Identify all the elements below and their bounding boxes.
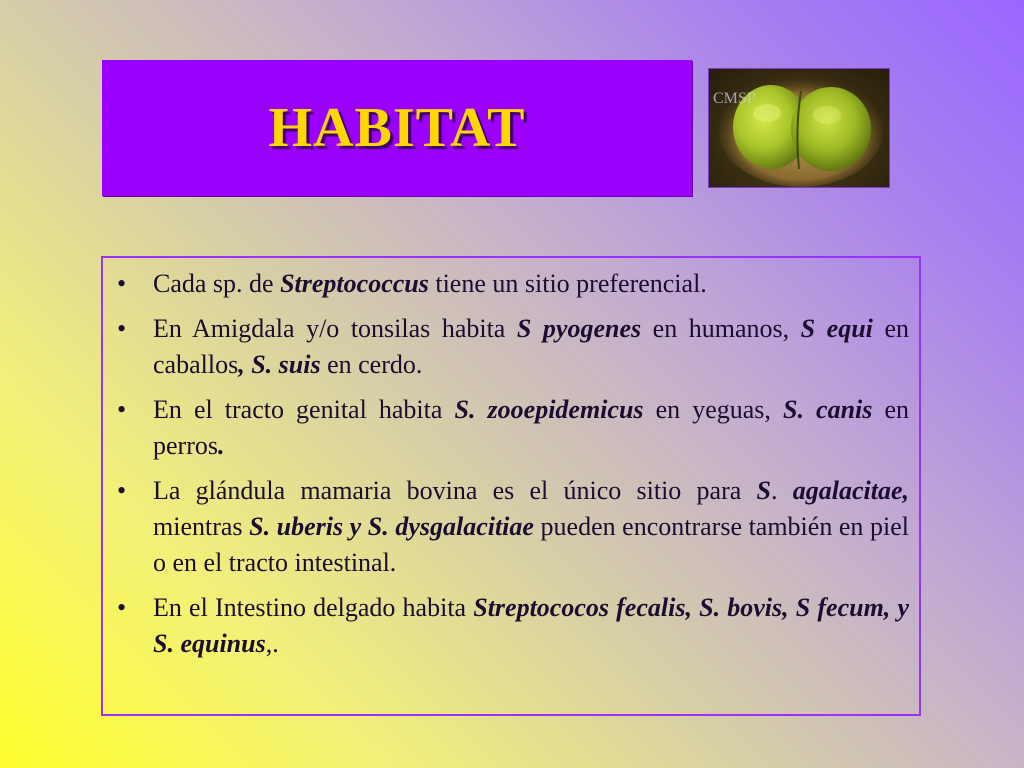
species-name: agalacitae, xyxy=(792,476,910,505)
species-name: S. canis xyxy=(783,395,873,424)
diplococcus-photo xyxy=(708,68,890,188)
bullet-text: En Amigdala y/o tonsilas habita xyxy=(153,314,517,343)
bullet-list xyxy=(103,258,919,662)
species-name: S xyxy=(756,476,771,505)
species-name: S. suis xyxy=(251,350,321,379)
watermark-text: CMSP xyxy=(713,90,756,107)
species-name: S equi xyxy=(800,314,873,343)
bullet-text: La glándula mamaria bovina es el único sitio para xyxy=(153,476,757,505)
title-box xyxy=(102,60,692,196)
bullet-text: en yeguas, xyxy=(643,395,783,424)
species-name: S. uberis y S. dysgalacitiae xyxy=(249,512,534,541)
slide-title: HABITAT xyxy=(268,97,526,159)
species-name: Streptococos fecalis, S. bovis, S fecum, y S. equinus xyxy=(153,593,909,658)
bullet-text: Cada sp. de xyxy=(153,269,281,298)
diplococcus-image xyxy=(709,69,889,187)
species-name: S pyogenes xyxy=(516,314,642,343)
bullet-text: En el Intestino delgado habita xyxy=(153,593,474,622)
bullet-item xyxy=(115,590,909,662)
bullet-text: ,. xyxy=(265,629,279,658)
bullet-text: . xyxy=(771,476,793,505)
bullet-item xyxy=(115,266,909,302)
species-name: S. zooepidemicus xyxy=(454,395,644,424)
bullet-item xyxy=(115,392,909,464)
bullet-text: En el tracto genital habita xyxy=(153,395,455,424)
species-name: . xyxy=(217,431,225,460)
bullet-text: en perros xyxy=(153,395,910,460)
bullet-item xyxy=(115,311,909,383)
bullet-text: pueden encontrarse también en piel o en el tracto intestinal. xyxy=(153,512,909,577)
content-box xyxy=(101,256,921,716)
bullet-text: tiene un sitio preferencial. xyxy=(428,269,707,298)
bullet-text: mientras xyxy=(153,512,250,541)
bullet-text: en caballos xyxy=(153,314,909,379)
bullet-text: en cerdo. xyxy=(320,350,423,379)
species-name: Streptococcus xyxy=(280,269,429,298)
species-name: , xyxy=(238,350,245,379)
bullet-text: en humanos, xyxy=(641,314,801,343)
bullet-item xyxy=(115,473,909,581)
